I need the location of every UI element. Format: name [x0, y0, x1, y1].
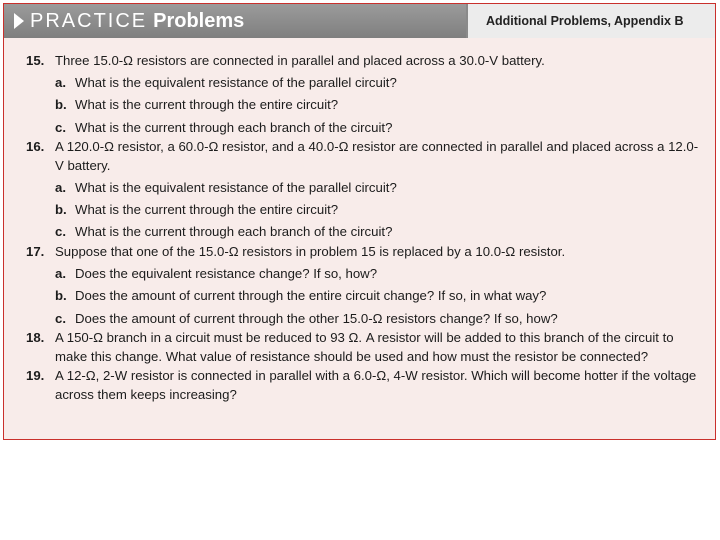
problem-list	[26, 52, 706, 405]
title-prefix: PRACTICE	[30, 10, 148, 32]
part-text: What is the equivalent resistance of the parallel circuit?	[75, 179, 397, 195]
part-label: a.	[55, 75, 66, 91]
part-text: What is the current through the entire circuit?	[75, 97, 339, 113]
appendix-reference: Additional Problems, Appendix B	[486, 14, 684, 28]
problem-part	[55, 310, 706, 328]
part-label: c.	[55, 224, 66, 240]
play-arrow-icon	[14, 13, 24, 29]
part-label: c.	[55, 310, 66, 326]
problem-19	[26, 367, 706, 403]
problem-number: 16.	[26, 139, 45, 155]
header-title	[30, 9, 244, 33]
part-text: What is the current through each branch of the circuit?	[75, 119, 393, 135]
part-text: What is the equivalent resistance of the parallel circuit?	[75, 75, 397, 91]
problem-15	[26, 52, 706, 137]
problem-text: Three 15.0-Ω resistors are connected in parallel and placed across a 30.0-V battery.	[55, 53, 545, 68]
part-label: a.	[55, 179, 66, 195]
header-title-bar	[4, 4, 466, 38]
part-text: What is the current through the entire circuit?	[75, 202, 339, 218]
part-label: a.	[55, 266, 66, 282]
problem-part	[55, 119, 706, 137]
practice-problems-panel	[3, 3, 716, 440]
part-text: Does the equivalent resistance change? If so, how?	[75, 266, 378, 282]
problem-text: A 150-Ω branch in a circuit must be reduced to 93 Ω. A resistor will be added to this branch of the circuit to make this change. What value of resistance should be used and how must the resistor be connected?	[55, 330, 674, 364]
part-text: What is the current through each branch of the circuit?	[75, 224, 393, 240]
problem-part	[55, 223, 706, 241]
part-label: c.	[55, 119, 66, 135]
problem-text: A 120.0-Ω resistor, a 60.0-Ω resistor, and a 40.0-Ω resistor are connected in parallel and placed across a 12.0-V battery.	[55, 139, 699, 173]
problem-text: Suppose that one of the 15.0-Ω resistors in problem 15 is replaced by a 10.0-Ω resistor.	[55, 244, 566, 260]
problem-part	[55, 74, 706, 92]
problem-16	[26, 138, 706, 241]
problem-number: 19.	[26, 368, 45, 384]
part-text: Does the amount of current through the entire circuit change? If so, in what way?	[75, 288, 547, 304]
problem-number: 17.	[26, 244, 45, 260]
problem-part	[55, 287, 706, 305]
problem-part	[55, 201, 706, 219]
part-label: b.	[55, 288, 67, 304]
problem-text: A 12-Ω, 2-W resistor is connected in parallel with a 6.0-Ω, 4-W resistor. Which will become hotter if the voltage across them keeps increasing?	[55, 368, 697, 402]
header-reference-box	[468, 4, 715, 38]
problem-number: 15.	[26, 53, 45, 68]
problem-18	[26, 329, 706, 365]
problem-part	[55, 265, 706, 283]
problem-part	[55, 179, 706, 197]
part-label: b.	[55, 202, 67, 218]
part-text: Does the amount of current through the other 15.0-Ω resistors change? If so, how?	[75, 310, 558, 326]
problem-part	[55, 96, 706, 114]
problem-17	[26, 243, 706, 328]
part-label: b.	[55, 97, 67, 113]
problem-number: 18.	[26, 330, 45, 346]
title-main: Problems	[153, 10, 245, 32]
panel-header	[4, 4, 715, 38]
